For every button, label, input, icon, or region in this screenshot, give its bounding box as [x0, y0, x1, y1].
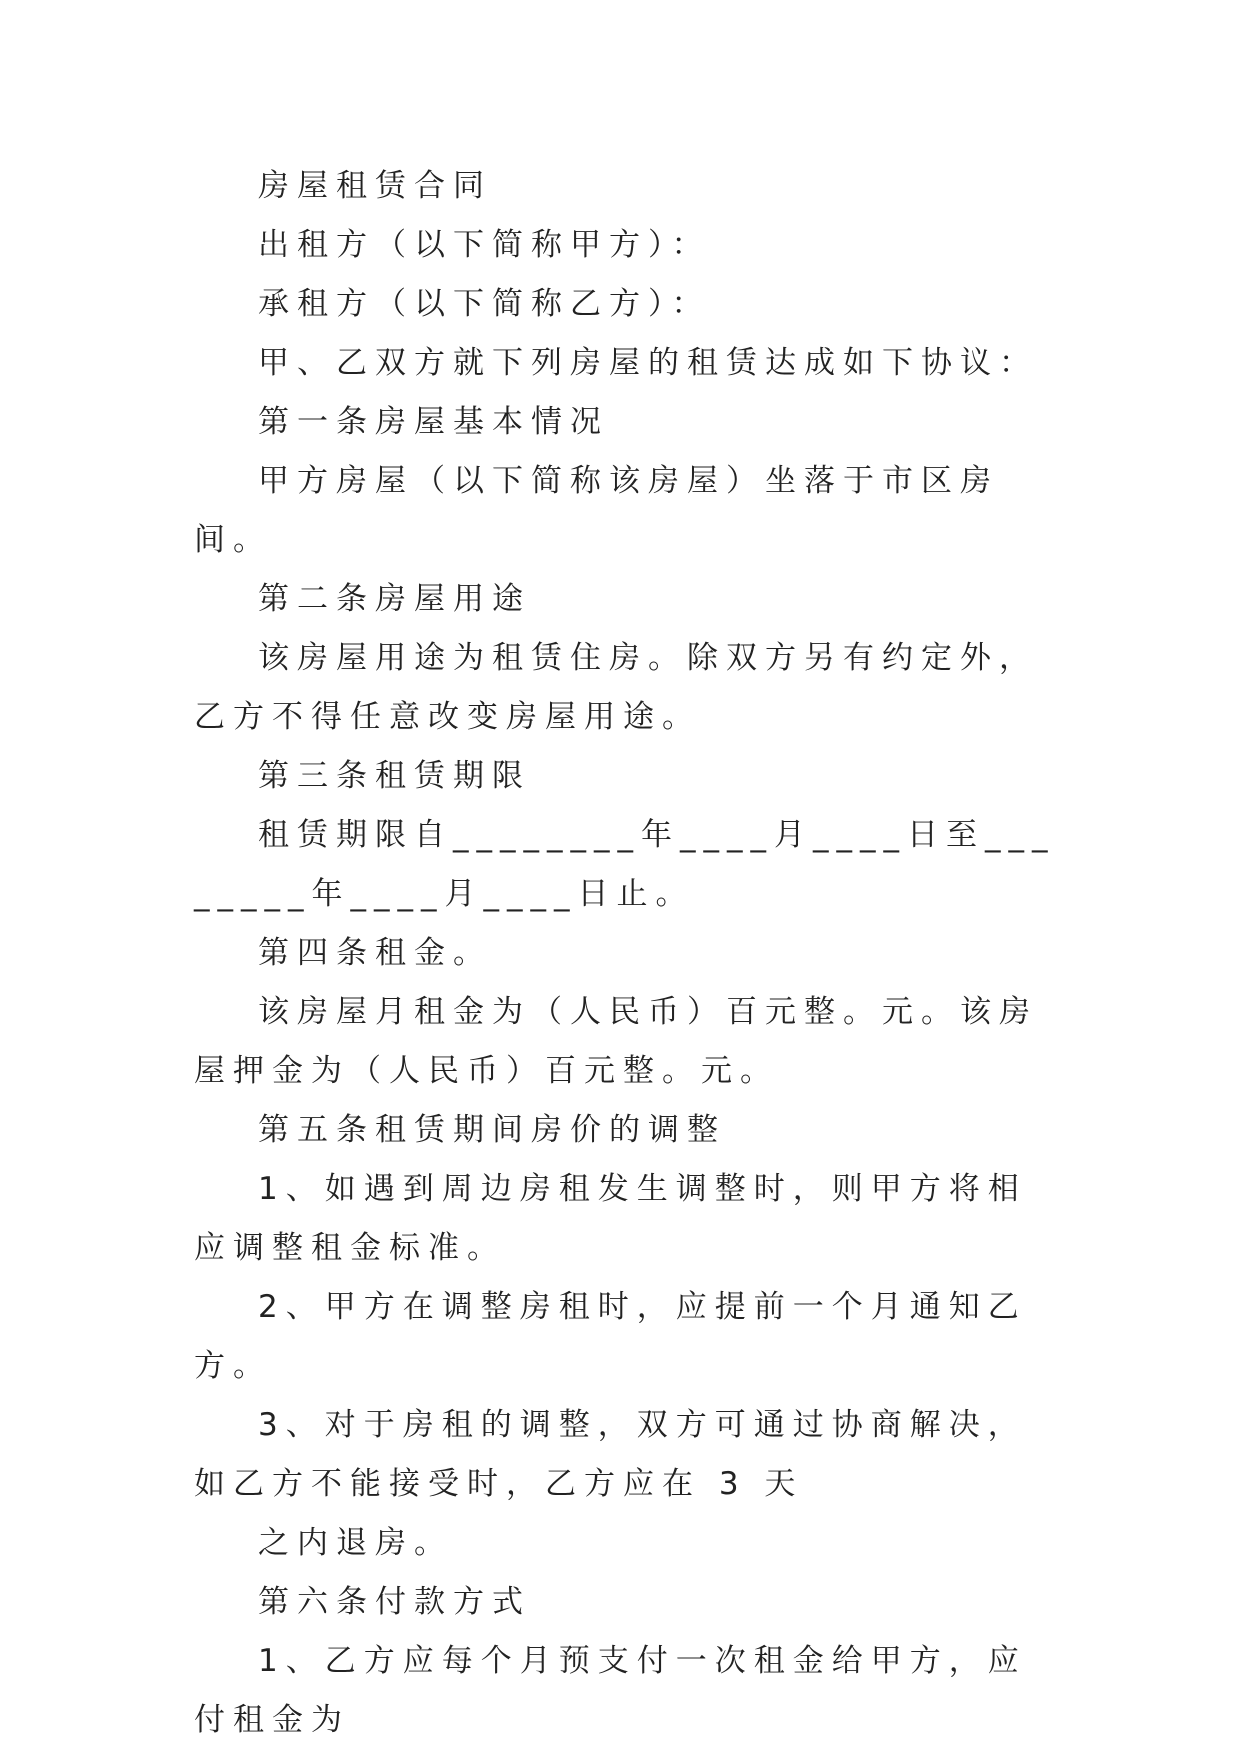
article-1-text: 甲方房屋（以下简称该房屋）坐落于市区房间。: [194, 463, 999, 558]
article-3-text: 租赁期限自________年____月____日至________年____月____日止。: [194, 817, 1056, 912]
article-2-heading: 第二条房屋用途: [258, 581, 531, 617]
article-5-heading: 第五条租赁期间房价的调整: [258, 1112, 726, 1148]
article-6-heading: 第六条付款方式: [258, 1584, 531, 1620]
article-1-heading: 第一条房屋基本情况: [258, 404, 609, 440]
article-3-heading: 第三条租赁期限: [258, 758, 531, 794]
article-5-item-1: 1、如遇到周边房租发生调整时，则甲方将相应调整租金标准。: [194, 1171, 1027, 1266]
article-4-text: 该房屋月租金为（人民币）百元整。元。该房屋押金为（人民币）百元整。元。: [194, 994, 1038, 1089]
lessor-line: 出租方（以下简称甲方）：: [258, 227, 711, 263]
article-5-item-3: 3、对于房租的调整，双方可通过协商解决，如乙方不能接受时，乙方应在 3 天: [194, 1407, 1027, 1502]
article-5-item-2: 2、甲方在调整房租时，应提前一个月通知乙方。: [194, 1289, 1027, 1384]
article-4-heading: 第四条租金。: [258, 935, 492, 971]
document-title: 房屋租赁合同: [258, 168, 492, 204]
article-2-text: 该房屋用途为租赁住房。除双方另有约定外，乙方不得任意改变房屋用途。: [194, 640, 1038, 735]
article-6-item-1: 1、乙方应每个月预支付一次租金给甲方，应付租金为: [194, 1643, 1027, 1738]
agreement-intro: 甲、乙双方就下列房屋的租赁达成如下协议：: [258, 345, 1038, 381]
article-5-item-3-cont: 之内退房。: [258, 1525, 453, 1561]
lessee-line: 承租方（以下简称乙方）：: [258, 286, 711, 322]
document-body: [194, 157, 1056, 1750]
